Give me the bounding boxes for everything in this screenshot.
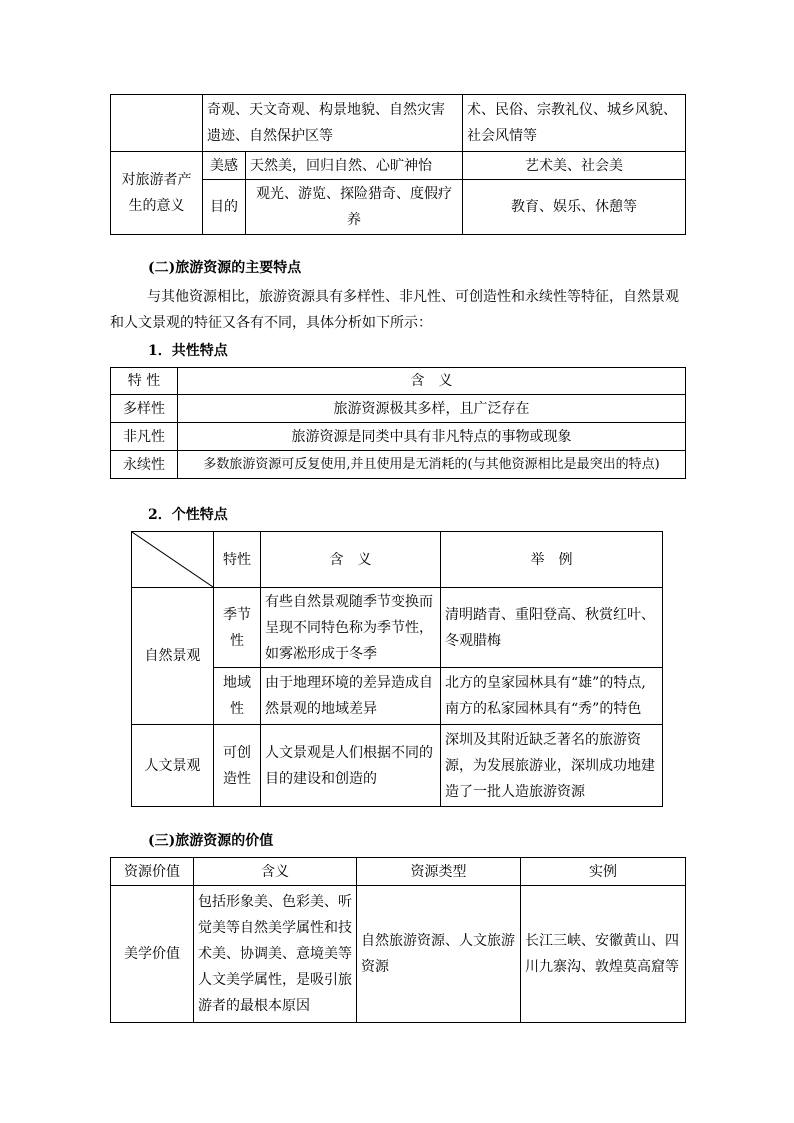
feature-example: 清明踏青、重阳登高、秋赏红叶、冬观腊梅 <box>441 588 663 668</box>
header-meaning: 含 义 <box>178 368 686 395</box>
section3-heading: (三)旅游资源的价值 <box>148 833 274 849</box>
header-example: 实例 <box>521 858 686 886</box>
empty-cell <box>111 95 203 152</box>
header-feature: 特 性 <box>111 368 178 395</box>
natural-landscape-label: 自然景观 <box>132 588 214 725</box>
section2-heading: (二)旅游资源的主要特点 <box>148 260 302 276</box>
header-meaning: 含 义 <box>261 532 441 588</box>
feature-example: 深圳及其附近缺乏著名的旅游资源，为发展旅游业，深圳成功地建造了一批人造旅游资源 <box>441 725 663 807</box>
value-name: 美学价值 <box>111 886 194 1023</box>
diagonal-line <box>132 532 213 587</box>
feature-meaning: 人文景观是人们根据不同的目的建设和创造的 <box>261 725 441 807</box>
feature-meaning: 旅游资源是同类中具有非凡特点的事物或现象 <box>178 423 686 451</box>
value-meaning: 包括形象美、色彩美、听觉美等自然美学属性和技术美、协调美、意境美等人文美学属性，是吸引旅游者的最根本原因 <box>194 886 357 1023</box>
header-meaning: 含义 <box>194 858 357 886</box>
value-example: 长江三峡、安徽黄山、四川九寨沟、敦煌莫高窟等 <box>521 886 686 1023</box>
sub2-heading: 2．个性特点 <box>148 507 228 523</box>
feature-name: 季节性 <box>214 588 261 668</box>
beauty-human-cell: 艺术美、社会美 <box>463 152 686 180</box>
natural-examples-cell: 奇观、天文奇观、构景地貌、自然灾害遗迹、自然保护区等 <box>203 95 463 152</box>
individual-features-table <box>131 531 663 807</box>
human-landscape-label: 人文景观 <box>132 725 214 807</box>
value-table <box>110 857 686 1023</box>
meaning-header-cell: 对旅游者产生的意义 <box>111 152 203 235</box>
feature-name: 地域性 <box>214 668 261 725</box>
header-feature: 特性 <box>214 532 261 588</box>
human-examples-cell: 术、民俗、宗教礼仪、城乡风貌、社会风情等 <box>463 95 686 152</box>
common-features-table <box>110 367 686 479</box>
beauty-natural-cell: 天然美，回归自然、心旷神怡 <box>246 152 463 180</box>
value-type: 自然旅游资源、人文旅游资源 <box>357 886 521 1023</box>
feature-meaning: 有些自然景观随季节变换而呈现不同特色称为季节性，如雾凇形成于冬季 <box>261 588 441 668</box>
section2-paragraph: 与其他资源相比，旅游资源具有多样性、非凡性、可创造性和永续性等特征，自然景观和人文景观的特征又各有不同，具体分析如下所示： <box>110 289 679 331</box>
feature-name: 多样性 <box>111 395 178 423</box>
header-example: 举 例 <box>441 532 663 588</box>
feature-meaning: 旅游资源极其多样，且广泛存在 <box>178 395 686 423</box>
purpose-label-cell: 目的 <box>203 180 246 235</box>
sub1-heading: 1．共性特点 <box>148 343 228 359</box>
purpose-natural-cell: 观光、游览、探险猎奇、度假疗养 <box>246 180 463 235</box>
header-value: 资源价值 <box>111 858 194 886</box>
feature-name: 非凡性 <box>111 423 178 451</box>
feature-example: 北方的皇家园林具有“雄”的特点,南方的私家园林具有“秀”的特色 <box>441 668 663 725</box>
feature-meaning: 多数旅游资源可反复使用,并且使用是无消耗的(与其他资源相比是最突出的特点) <box>178 451 686 479</box>
header-type: 资源类型 <box>357 858 521 886</box>
purpose-human-cell: 教育、娱乐、休憩等 <box>463 180 686 235</box>
diagonal-corner-cell <box>132 532 214 588</box>
feature-name: 可创造性 <box>214 725 261 807</box>
beauty-label-cell: 美感 <box>203 152 246 180</box>
feature-name: 永续性 <box>111 451 178 479</box>
origin-table <box>110 94 686 235</box>
feature-meaning: 由于地理环境的差异造成自然景观的地域差异 <box>261 668 441 725</box>
